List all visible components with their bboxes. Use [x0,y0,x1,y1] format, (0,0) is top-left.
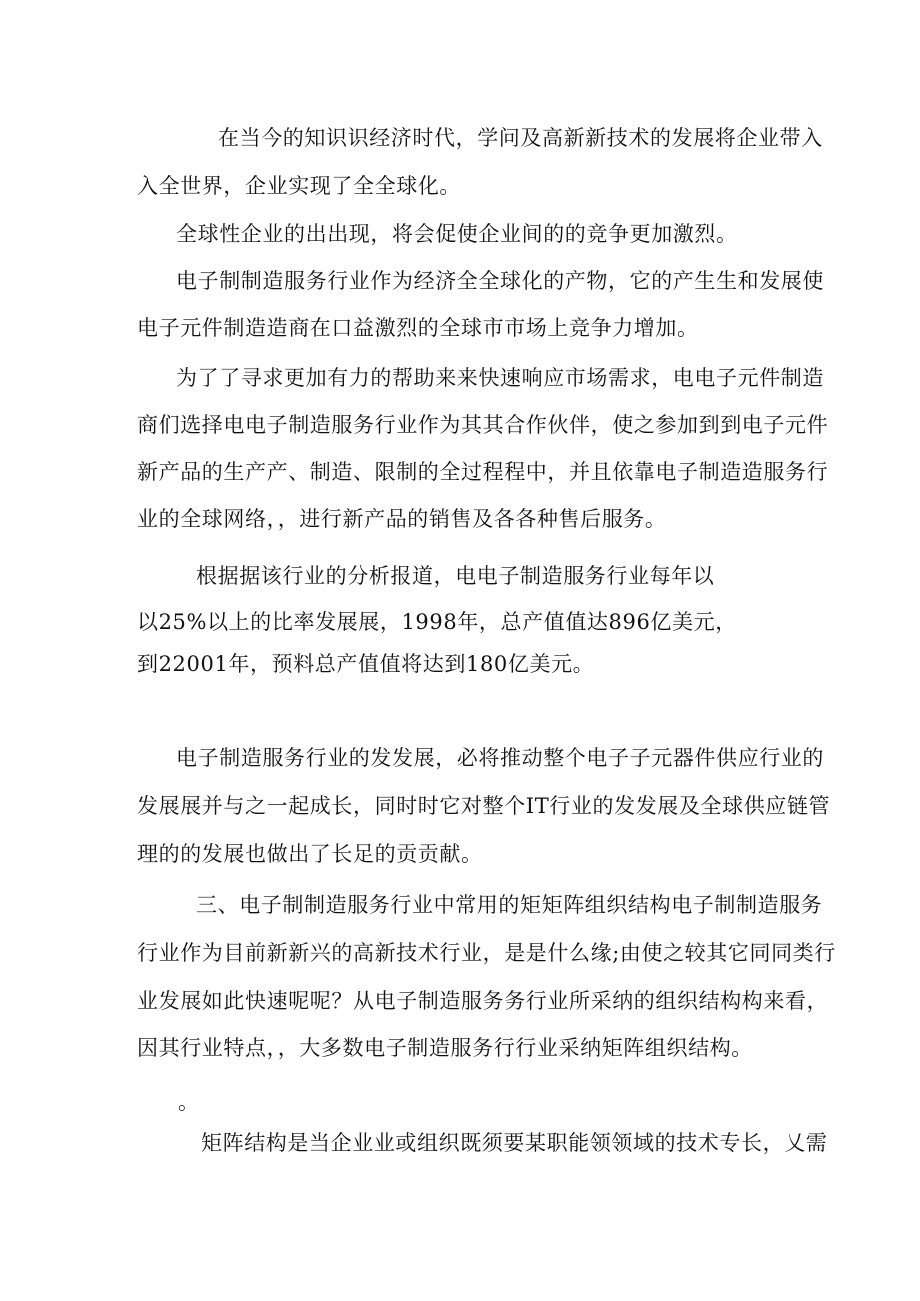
text-line: 根据据该行业的分析报道，电电子制造服务行业每年以 [196,564,715,588]
text-line: 电子制制造服务行业作为经济全全球化的产物，它的产生生和发展使 [176,269,824,293]
text-line: 电子制造服务行业的发发展，必将推动整个电子子元器件供应行业的 [176,746,824,770]
text-line: 在当今的知识识经济时代，学问及高新新技术的发展将企业带入 [218,126,823,150]
text-line: 三、电子制制造服务行业中常用的矩矩阵组织结构电子制制造服务 [196,893,823,917]
text-line: 发展展并与之一起成长，同时时它对整个IT行业的发发展及全球供应链管 [137,794,831,818]
text-line: 到22001年，预料总产值值将达到180亿美元。 [137,652,595,676]
text-line: 矩阵结构是当企业业或组织既须要某职能领领域的技术专长，乂需 [201,1131,828,1155]
text-line: 商们选择电电子制造服务行业作为其其合作伙伴，使之参加到到电子元件 [137,413,829,437]
text-line: 因其行业特点，，大多数电子制造服务行行业采纳矩阵组织结构。 [137,1036,753,1060]
text-line: 新产品的生产产、制造、限制的全过程程中，并且依靠电子制造造服务行 [137,460,829,484]
text-line: 业发展如此快速呢呢？从电子制造服务务行业所采纳的组织结构构来看， [137,989,829,1013]
text-line: 业的全球网络，，进行新产品的销售及各各种售后服务。 [137,507,667,531]
text-line: 电子元件制造造商在口益激烈的全球市市场上竞争力增加。 [137,316,699,340]
text-line: 行业作为目前新新兴的高新技术行业，是是什么缘;由使之较其它同同类行 [137,941,836,965]
text-line: 全球性企业的出出现，将会促使企业间的的竞争更加激烈。 [176,222,738,246]
text-line: 为了了寻求更加有力的帮助来来快速响应市场需求，电电子元件制造 [176,366,824,390]
text-line: 。 [178,1090,200,1114]
text-line: 理的的发展也做出了长足的贡贡献。 [137,842,483,866]
text-line: 以25%以上的比率发展展，1998年，总产值值达896亿美元， [137,610,737,634]
text-line: 入全世界，企业实现了全全球化。 [137,174,461,198]
